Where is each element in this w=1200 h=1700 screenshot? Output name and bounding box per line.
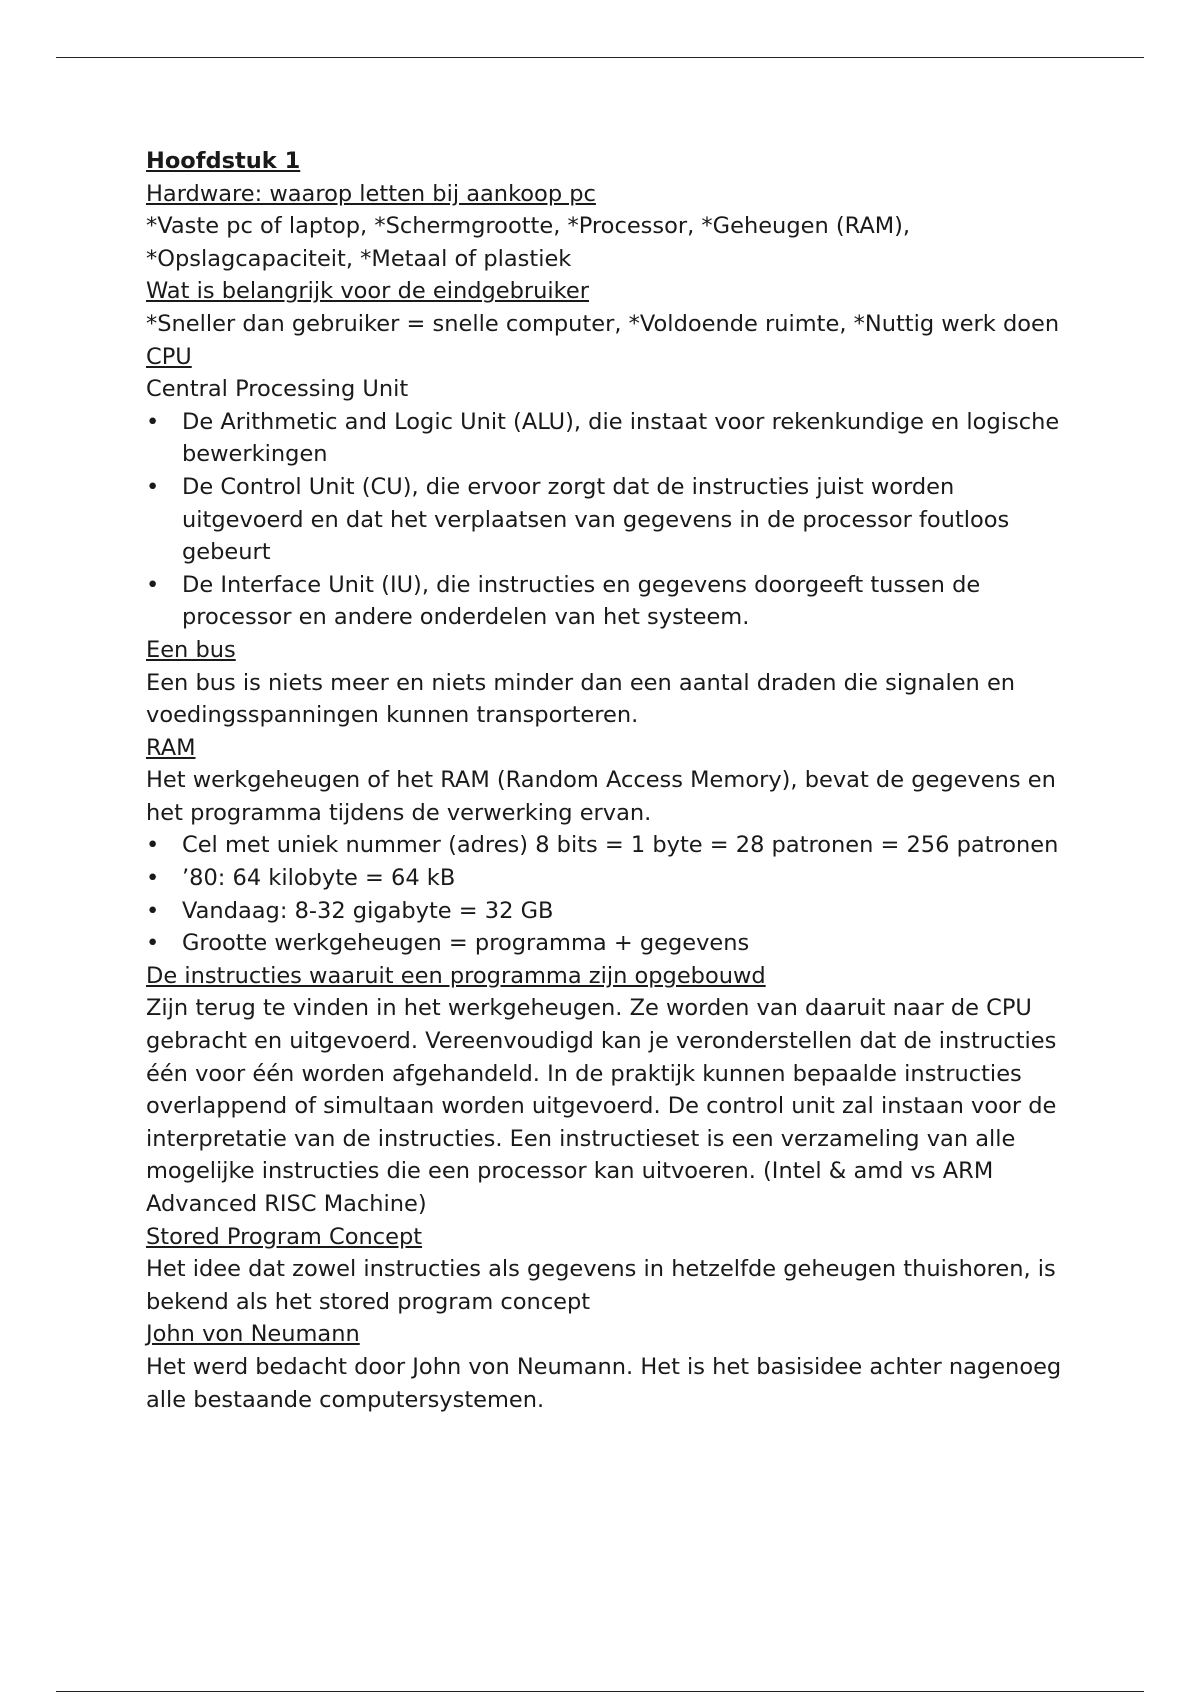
list-item (146, 471, 1076, 569)
section-heading-hardware: Hardware: waarop letten bij aankoop pc (146, 180, 596, 207)
list-item (146, 927, 1076, 960)
document-body (146, 145, 1076, 1416)
ram-bullet-list (146, 829, 1076, 959)
bullet-icon: • (146, 473, 160, 500)
section-body-bus: Een bus is niets meer en niets minder dan een aantal draden die signalen en voedingsspanningen kunnen transporteren. (146, 669, 1016, 729)
section-heading-stored-program: Stored Program Concept (146, 1223, 423, 1250)
header-rule (56, 57, 1144, 58)
list-item-text: De Interface Unit (IU), die instructies en gegevens doorgeeft tussen de processor en andere onderdelen van het systeem. (182, 571, 981, 631)
list-item (146, 829, 1076, 862)
list-item (146, 895, 1076, 928)
list-item (146, 406, 1076, 471)
section-heading-cpu: CPU (146, 343, 192, 370)
bullet-icon: • (146, 865, 160, 892)
list-item (146, 862, 1076, 895)
bullet-icon: • (146, 930, 160, 957)
bullet-icon: • (146, 408, 160, 435)
section-heading-instructies: De instructies waaruit een programma zijn opgebouwd (146, 962, 766, 989)
section-body-ram: Het werkgeheugen of het RAM (Random Access Memory), bevat de gegevens en het programma tijdens de verwerking ervan. (146, 767, 1056, 826)
section-heading-von-neumann: John von Neumann (146, 1321, 360, 1348)
section-heading-ram: RAM (146, 734, 196, 761)
section-body-eindgebruiker: *Sneller dan gebruiker = snelle computer, *Voldoende ruimte, *Nuttig werk doen (146, 310, 1060, 337)
list-item (146, 569, 1076, 634)
section-body-hardware: *Vaste pc of laptop, *Schermgrootte, *Processor, *Geheugen (RAM), *Opslagcapaciteit, *Metaal of plastiek (146, 213, 911, 272)
section-heading-eindgebruiker: Wat is belangrijk voor de eindgebruiker (146, 278, 589, 305)
list-item-text: Vandaag: 8-32 gigabyte = 32 GB (182, 897, 554, 924)
footer-rule (56, 1691, 1144, 1692)
list-item-text: Grootte werkgeheugen = programma + gegevens (182, 930, 750, 957)
list-item-text: ’80: 64 kilobyte = 64 kB (182, 865, 456, 892)
bullet-icon: • (146, 571, 160, 598)
list-item-text: De Control Unit (CU), die ervoor zorgt dat de instructies juist worden uitgevoerd en dat het verplaatsen van gegevens in de processor foutloos gebeurt (182, 473, 1010, 566)
section-body-von-neumann: Het werd bedacht door John von Neumann. Het is het basisidee achter nagenoeg alle bestaande computersystemen. (146, 1353, 1062, 1413)
chapter-title: Hoofdstuk 1 (146, 148, 301, 174)
cpu-bullet-list (146, 406, 1076, 634)
section-heading-bus: Een bus (146, 636, 236, 663)
list-item-text: Cel met uniek nummer (adres) 8 bits = 1 byte = 28 patronen = 256 patronen (182, 832, 1059, 859)
section-body-instructies: Zijn terug te vinden in het werkgeheugen. Ze worden van daaruit naar de CPU gebracht en uitgevoerd. Vereenvoudigd kan je veronderstellen dat de instructies één voor één worden afgehandeld. In de praktijk kunnen bepaalde instructies overlappend of simultaan worden uitgevoerd. De control unit zal instaan voor de interpretatie van de instructies. Een instructieset is een verzameling van alle mogelijke instructies die een processor kan uitvoeren. (Intel & amd vs ARM Advanced RISC Machine) (146, 995, 1057, 1217)
section-body-cpu: Central Processing Unit (146, 376, 409, 403)
section-body-stored-program: Het idee dat zowel instructies als gegevens in hetzelfde geheugen thuishoren, is bekend als het stored program concept (146, 1256, 1056, 1315)
bullet-icon: • (146, 832, 160, 859)
bullet-icon: • (146, 897, 160, 924)
list-item-text: De Arithmetic and Logic Unit (ALU), die instaat voor rekenkundige en logische bewerkingen (182, 408, 1060, 468)
